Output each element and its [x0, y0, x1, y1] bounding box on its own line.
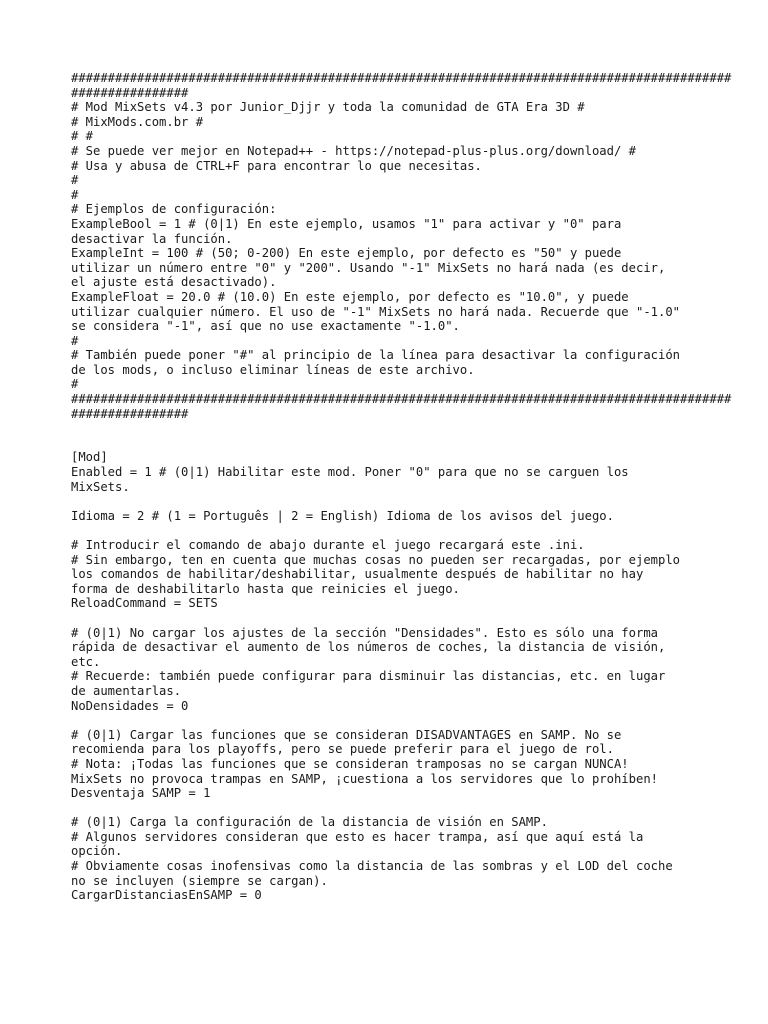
text-line: ################	[71, 85, 189, 100]
text-line: # MixMods.com.br #	[71, 114, 204, 129]
text-line: ##########################################################################################	[71, 392, 732, 407]
text-line: #	[71, 333, 79, 348]
text-line: # También puede poner "#" al principio de la línea para desactivar la configuración	[71, 348, 681, 363]
document-text	[71, 71, 732, 903]
text-line: # (0|1) Cargar las funciones que se consideran DISADVANTAGES en SAMP. No se	[71, 727, 622, 742]
text-line: Idioma = 2 # (1 = Português | 2 = English) Idioma de los avisos del juego.	[71, 508, 614, 523]
text-line: ################	[71, 406, 189, 421]
text-line: ExampleBool = 1 # (0|1) En este ejemplo, usamos "1" para activar y "0" para	[71, 216, 622, 231]
text-line: # Sin embargo, ten en cuenta que muchas cosas no pueden ser recargadas, por ejemplo	[71, 552, 681, 567]
text-line	[71, 713, 711, 728]
text-line: # Obviamente cosas inofensivas como la distancia de las sombras y el LOD del coche	[71, 859, 673, 874]
text-line: MixSets no provoca trampas en SAMP, ¡cuestiona a los servidores que lo prohíben!	[71, 771, 658, 786]
text-line: rápida de desactivar el aumento de los números de coches, la distancia de visión,	[71, 640, 666, 655]
text-line	[71, 523, 711, 538]
text-line: NoDensidades = 0	[71, 698, 189, 713]
text-line: ReloadCommand = SETS	[71, 596, 218, 611]
text-line: los comandos de habilitar/deshabilitar, usualmente después de habilitar no hay	[71, 567, 644, 582]
text-line: # (0|1) No cargar los ajustes de la sección "Densidades". Esto es sólo una forma	[71, 625, 658, 640]
text-line	[71, 611, 711, 626]
text-line: opción.	[71, 844, 123, 859]
text-line: #	[71, 173, 79, 188]
text-line: # Recuerde: también puede configurar para disminuir las distancias, etc. en lugar	[71, 669, 666, 684]
text-line: #	[71, 187, 79, 202]
text-line: de aumentarlas.	[71, 683, 182, 698]
text-line	[71, 494, 711, 509]
text-line: Enabled = 1 # (0|1) Habilitar este mod. Poner "0" para que no se carguen los	[71, 465, 629, 480]
text-line: # Introducir el comando de abajo durante el juego recargará este .ini.	[71, 538, 585, 552]
text-line: no se incluyen (siempre se cargan).	[71, 873, 328, 888]
text-line	[71, 436, 711, 451]
text-line: de los mods, o incluso eliminar líneas de este archivo.	[71, 362, 475, 377]
text-line: el ajuste está desactivado).	[71, 275, 277, 290]
text-line: # Usa y abusa de CTRL+F para encontrar lo que necesitas.	[71, 158, 482, 173]
text-line: # Se puede ver mejor en Notepad++ - https://notepad-plus-plus.org/download/ #	[71, 143, 636, 158]
text-line: # Nota: ¡Todas las funciones que se consideran tramposas no se cargan NUNCA!	[71, 756, 629, 771]
text-line: utilizar un número entre "0" y "200". Usando "-1" MixSets no hará nada (es decir,	[71, 260, 666, 275]
text-line: # #	[71, 129, 94, 144]
text-line: # Mod MixSets v4.3 por Junior_Djjr y toda la comunidad de GTA Era 3D #	[71, 100, 585, 115]
text-line	[71, 801, 711, 816]
text-line: Desventaja SAMP = 1	[71, 786, 211, 801]
text-line: se considera "-1", así que no use exactamente "-1.0".	[71, 319, 460, 334]
text-line: recomienda para los playoffs, pero se puede preferir para el juego de rol.	[71, 742, 614, 757]
text-line: MixSets.	[71, 479, 130, 494]
text-line	[71, 421, 711, 436]
text-line: # Algunos servidores consideran que esto es hacer trampa, así que aquí está la	[71, 829, 644, 844]
text-line: desactivar la función.	[71, 231, 233, 246]
text-line: ExampleInt = 100 # (50; 0-200) En este ejemplo, por defecto es "50" y puede	[71, 246, 622, 261]
text-line: utilizar cualquier número. El uso de "-1" MixSets no hará nada. Recuerde que "-1.0"	[71, 304, 681, 319]
text-line: # Ejemplos de configuración:	[71, 202, 277, 217]
text-line: forma de deshabilitarlo hasta que reinicies el juego.	[71, 581, 460, 596]
text-line: ##########################################################################################	[71, 71, 732, 85]
text-line: [Mod]	[71, 450, 108, 465]
text-line: etc.	[71, 654, 101, 669]
text-line: CargarDistanciasEnSAMP = 0	[71, 888, 262, 903]
text-line: ExampleFloat = 20.0 # (10.0) En este ejemplo, por defecto es "10.0", y puede	[71, 289, 629, 304]
text-line: #	[71, 377, 79, 392]
text-line: # (0|1) Carga la configuración de la distancia de visión en SAMP.	[71, 815, 548, 830]
